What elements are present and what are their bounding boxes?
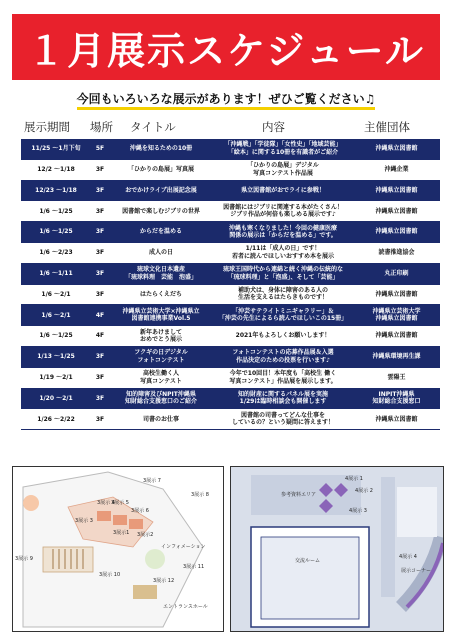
map-label: 4展示 1 (345, 476, 363, 482)
map-label: 3展示 11 (183, 564, 205, 570)
table-row (21, 159, 440, 180)
map-label: 3展示 10 (99, 572, 121, 578)
cell-place: 4F (91, 305, 109, 326)
map-label: 交流ルーム (295, 558, 321, 564)
cell-org: 読書推進協会 (353, 242, 440, 263)
cell-title: 「ひかりの島展」写真展 (109, 159, 213, 180)
cell-period: 1/6 ～2/23 (21, 242, 91, 263)
cell-place: 3F (91, 367, 109, 388)
cell-place: 3F (91, 159, 109, 180)
cell-period: 1/19 ～2/1 (21, 367, 91, 388)
cell-place: 3F (91, 222, 109, 243)
table-row (21, 139, 440, 160)
map-label: 4展示 4 (399, 554, 417, 560)
cell-place: 3F (91, 201, 109, 222)
header-period: 展示期間 (24, 120, 70, 134)
cell-content: 県立図書館がおでライに参戦！ (213, 180, 353, 201)
cell-org: 沖縄県立図書館 (353, 222, 440, 243)
cell-title: フクギの日デジタル フォトコンテスト (109, 346, 213, 367)
table-row (21, 222, 440, 243)
cell-place: 3F (91, 180, 109, 201)
cell-content: 今年で10回目！本年度も「高校生 働く 写真コンテスト」作品展を展示します。 (213, 367, 353, 388)
cell-title: 図書館で楽しむジブリの世界 (109, 201, 213, 222)
table-row (21, 346, 440, 367)
map-label: 4展示 3 (349, 508, 367, 514)
cell-place: 3F (91, 346, 109, 367)
subtitle-text: 今回もいろいろな展示があります！ぜひご覧ください♫ (77, 92, 376, 110)
cell-period: 1/6 ～1/25 (21, 222, 91, 243)
cell-org: 沖縄企業 (353, 159, 440, 180)
cell-org: 沖縄県環境再生課 (353, 346, 440, 367)
cell-org: 丸正印刷 (353, 263, 440, 284)
cell-org: 沖縄県立図書館 (353, 139, 440, 160)
table-row (21, 409, 440, 430)
floor-map-4f-drawing (231, 467, 444, 632)
subtitle (0, 90, 452, 107)
cell-period: 1/6 ～2/1 (21, 305, 91, 326)
cell-place: 3F (91, 263, 109, 284)
map-label: 3展示1 (113, 530, 130, 536)
cell-place: 5F (91, 139, 109, 160)
cell-period: 1/6 ～1/25 (21, 326, 91, 347)
cell-title: からだを温める (109, 222, 213, 243)
cell-period: 1/13 ～1/25 (21, 346, 91, 367)
map-label: 3展示 5 (111, 500, 129, 506)
cell-org: 沖縄県立図書館 (353, 201, 440, 222)
cell-content: 知的財産に関するパネル展を実施 1/29は臨時相談会も開催します (213, 388, 353, 409)
cell-title: 新年あけまして おめでとう展示 (109, 326, 213, 347)
floor-map-3f (12, 466, 224, 632)
cell-period: 1/6 ～2/1 (21, 284, 91, 305)
table-row (21, 305, 440, 326)
table-row (21, 388, 440, 409)
header-title: タイトル (130, 120, 176, 134)
cell-org: 沖縄県立図書館 (353, 409, 440, 430)
cell-org: 雲陽王 (353, 367, 440, 388)
map-label: 3展示 3 (75, 518, 93, 524)
table-row (21, 263, 440, 284)
cell-place: 3F (91, 284, 109, 305)
cell-content: 「沖縄戦」「学徒隊」「女性史」「地域芸能」 「絵本」に関する10冊を有識者がご紹介 (213, 139, 353, 160)
table-row (21, 180, 440, 201)
cell-content: 図書館の司書ってどんな仕事を しているの？という疑問に答えます！ (213, 409, 353, 430)
cell-place: 3F (91, 388, 109, 409)
cell-org: 沖縄県立芸術大学 沖縄県立図書館 (353, 305, 440, 326)
map-label: 3展示 9 (15, 556, 33, 562)
cell-title: 司書のお仕事 (109, 409, 213, 430)
cell-content: 2021年もよろしくお願いします！ (213, 326, 353, 347)
page-title: １月展示スケジュール (27, 28, 425, 73)
table-row (21, 242, 440, 263)
cell-org: INPIT沖縄県 知財総合支援窓口 (353, 388, 440, 409)
cell-content: 琉球王国時代から連綿と続く沖縄の伝統的な 「琉球料理」と「泡盛」、そして「芸能」 (213, 263, 353, 284)
cell-title: 知的障害及びNPIT沖縄県 知財総合支援窓口のご紹介 (109, 388, 213, 409)
table-row (21, 367, 440, 388)
cell-period: 12/2 ～1/18 (21, 159, 91, 180)
cell-place: 3F (91, 242, 109, 263)
schedule-table (21, 138, 440, 430)
cell-content: 「ひかりの島展」デジタル 写真コンテスト作品展 (213, 159, 353, 180)
cell-title: 沖縄を知るための10冊 (109, 139, 213, 160)
cell-title: 高校生働く人 写真コンテスト (109, 367, 213, 388)
cell-place: 3F (91, 409, 109, 430)
table-row (21, 284, 440, 305)
cell-content: 1/11は「成人の日」です！ 若者に読んでほしいおすすめ本を展示 (213, 242, 353, 263)
cell-title: 沖縄県立芸術大学×沖縄県立 図書館連携事業Vol.5 (109, 305, 213, 326)
map-label: 展示コーナー (401, 568, 432, 574)
cell-title: おでかけライブ出展記念展 (109, 180, 213, 201)
title-banner (12, 14, 440, 80)
cell-content: フォトコンテストの応募作品展＆入選 作品決定のための投票を行います♪ (213, 346, 353, 367)
map-label: 参考資料エリア (281, 492, 317, 498)
map-label: 3展示 12 (153, 578, 175, 584)
table-row (21, 201, 440, 222)
cell-title: はたらくえだち (109, 284, 213, 305)
map-label: 4展示 2 (355, 488, 373, 494)
cell-content: 沖縄も寒くなりました！今回の健康医療 関係の展示は「からだを温める」です。 (213, 222, 353, 243)
map-label: 3展示2 (137, 532, 154, 538)
cell-period: 11/25 ～1月下旬 (21, 139, 91, 160)
cell-period: 1/26 ～2/22 (21, 409, 91, 430)
floor-map-4f (230, 466, 444, 632)
map-label: 3展示 6 (131, 508, 149, 514)
cell-content: 補助犬は、身体に障害のある人の 生活を支えるはたらきものです！ (213, 284, 353, 305)
cell-period: 12/23 ～1/18 (21, 180, 91, 201)
cell-content: 図書館にはジブリに関連する本がたくさん！ ジブリ作品が何倍も楽しめる展示です♪ (213, 201, 353, 222)
cell-org: 沖縄県立図書館 (353, 180, 440, 201)
cell-title: 琉球文化日本遺産 「琉球料理 芸能 泡盛」 (109, 263, 213, 284)
table-row (21, 326, 440, 347)
header-org: 主催団体 (364, 120, 410, 134)
cell-period: 1/6 ～1/25 (21, 201, 91, 222)
cell-content: 「沖芸サテライトミニギャラリー」＆ 「沖芸の先生によるら読んでほしいこの15冊」 (213, 305, 353, 326)
cell-org: 沖縄県立図書館 (353, 326, 440, 347)
map-label: インフォメーション (161, 544, 206, 550)
cell-period: 1/6 ～1/11 (21, 263, 91, 284)
cell-period: 1/20 ～2/1 (21, 388, 91, 409)
cell-org: 沖縄県立図書館 (353, 284, 440, 305)
map-label: 3展示 7 (143, 478, 161, 484)
table-header (0, 117, 452, 137)
map-label: 3展示 8 (191, 492, 209, 498)
cell-title: 成人の日 (109, 242, 213, 263)
map-label: 3展示 4 (97, 500, 115, 506)
header-place: 場所 (90, 120, 113, 134)
header-content: 内容 (262, 120, 285, 134)
map-label: エントランスホール (163, 604, 208, 610)
cell-place: 4F (91, 326, 109, 347)
